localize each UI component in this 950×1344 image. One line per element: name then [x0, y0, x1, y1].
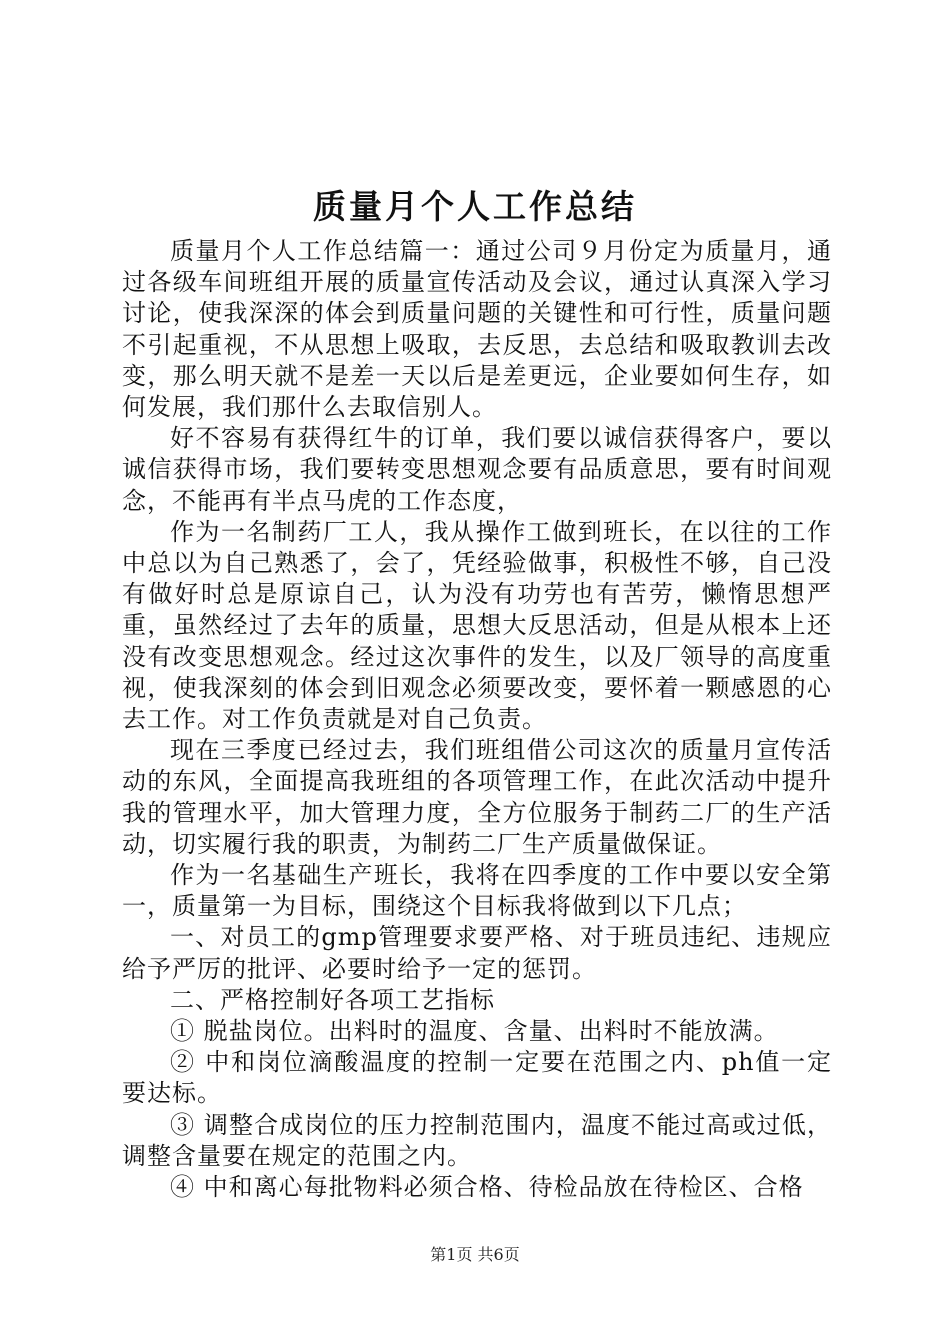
- document-title: 质量月个人工作总结: [313, 187, 637, 226]
- list-item-neutralization: ② 中和岗位滴酸温度的控制一定要在范围之内、ph值一定要达标。: [122, 1048, 832, 1108]
- list-item-desalting: ① 脱盐岗位。出料时的温度、含量、出料时不能放满。: [170, 1017, 779, 1046]
- paragraph-point-one: 一、对员工的gmp管理要求要严格、对于班员违纪、违规应给予严厉的批评、必要时给予一定的惩罚。: [122, 923, 832, 983]
- paragraph-point-two: 二、严格控制好各项工艺指标: [170, 985, 495, 1014]
- list-item-centrifuge: ④ 中和离心每批物料必须合格、待检品放在待检区、合格: [170, 1173, 804, 1202]
- page-number-footer: 第1页 共6页: [430, 1245, 520, 1264]
- paragraph-intro: 质量月个人工作总结篇一：通过公司９月份定为质量月，通过各级车间班组开展的质量宣传活动及会议，通过认真深入学习讨论，使我深深的体会到质量问题的关键性和可行性，质量问题不引起重视，不从思想上吸取，去反思，去总结和吸取教训去改变，那么明天就不是差一天以后是差更远，企业要如何生存，如何发展，我们那什么去取信别人。: [122, 237, 832, 422]
- paragraph-self-reflection: 作为一名制药厂工人，我从操作工做到班长，在以往的工作中总以为自己熟悉了，会了，凭经验做事，积极性不够，自己没有做好时总是原谅自己，认为没有功劳也有苦劳，懒惰思想严重，虽然经过了去年的质量，思想大反思活动，但是从根本上还没有改变思想观念。经过这次事件的发生，以及厂领导的高度重视，使我深刻的体会到旧观念必须要改变，要怀着一颗感恩的心去工作。对工作负责就是对自己负责。: [122, 517, 832, 734]
- paragraph-order: 好不容易有获得红牛的订单，我们要以诚信获得客户，要以诚信获得市场，我们要转变思想观念要有品质意思，要有时间观念，不能再有半点马虎的工作态度，: [122, 424, 832, 515]
- paragraph-goals: 作为一名基础生产班长，我将在四季度的工作中要以安全第一，质量第一为目标，围绕这个目标我将做到以下几点；: [122, 861, 832, 921]
- paragraph-third-quarter: 现在三季度已经过去，我们班组借公司这次的质量月宣传活动的东风，全面提高我班组的各项管理工作，在此次活动中提升我的管理水平，加大管理力度，全方位服务于制药二厂的生产活动，切实履行我的职责，为制药二厂生产质量做保证。: [122, 736, 832, 858]
- document-body: [122, 236, 832, 1203]
- list-item-synthesis: ③ 调整合成岗位的压力控制范围内，温度不能过高或过低，调整含量要在规定的范围之内。: [122, 1110, 832, 1170]
